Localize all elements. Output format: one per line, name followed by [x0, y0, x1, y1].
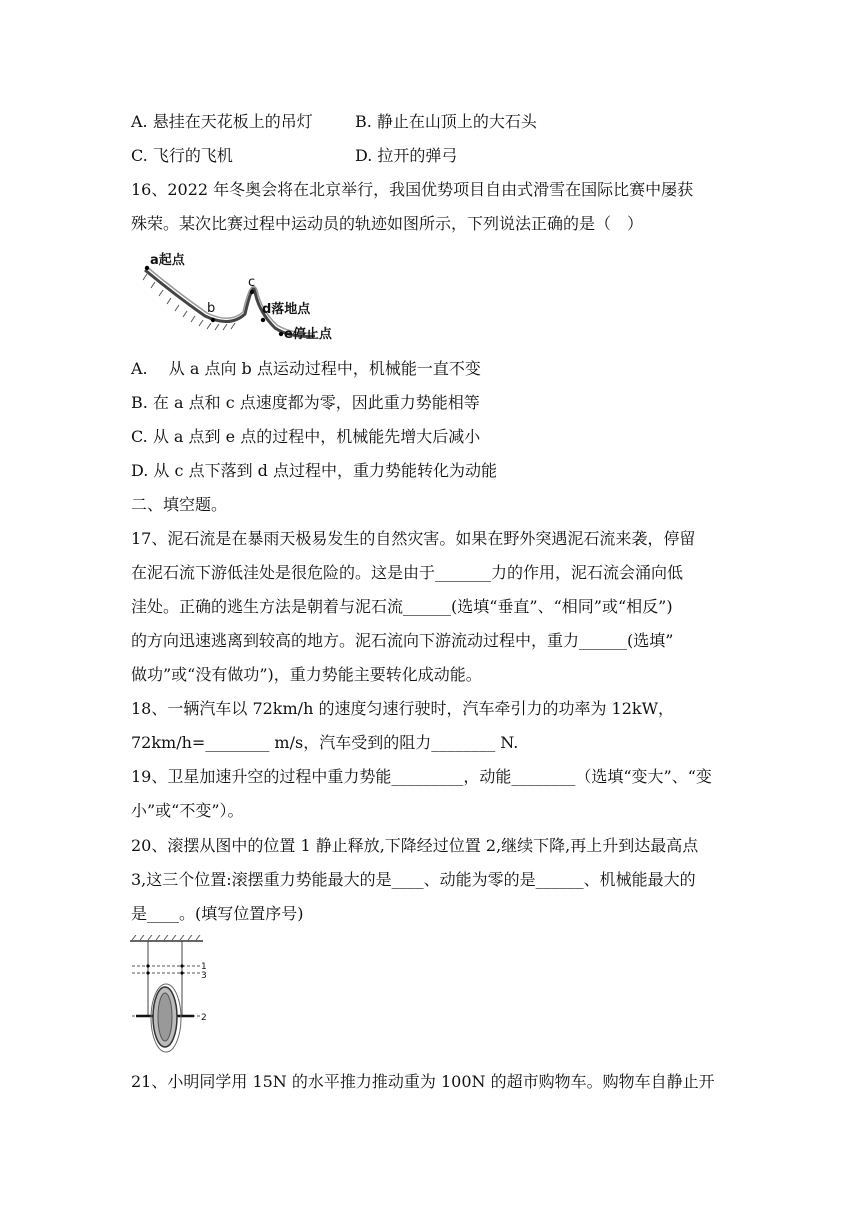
label-c: c [248, 275, 256, 290]
q20-line1: 20、滚摆从图中的位置 1 静止释放,下降经过位置 2,继续下降,再上升到达最高点 [131, 836, 699, 855]
q17-line2: 在泥石流下游低洼处是很危险的。这是由于_______力的作用，泥石流会涌向低 [131, 563, 684, 582]
q15-option-b: B. 静止在山顶上的大石头 [355, 112, 537, 131]
q16-option-d: D. 从 c 点下落到 d 点过程中，重力势能转化为动能 [131, 461, 497, 480]
point-d-dot [261, 318, 265, 322]
q15-option-d: D. 拉开的弹弓 [355, 146, 458, 165]
q20-line2: 3,这三个位置:滚摆重力势能最大的是____、动能为零的是______、机械能最大的 [131, 870, 696, 889]
q15-options-row-2 [131, 145, 458, 167]
q18-line1: 18、一辆汽车以 72km/h 的速度匀速行驶时，汽车牵引力的功率为 12kW， [131, 699, 675, 718]
q19-line2: 小”或“不变”）。 [131, 801, 244, 820]
label-b: b [207, 301, 216, 316]
position-label-2: 2 [201, 1013, 207, 1023]
q16-stem-line2: 殊荣。某次比赛过程中运动员的轨迹如图所示，下列说法正确的是（ ） [131, 214, 644, 233]
q17-line3: 洼处。正确的逃生方法是朝着与泥石流______(选填“垂直”、“相同”或“相反”) [131, 597, 673, 616]
label-a: a起点 [150, 253, 185, 268]
ski-trajectory-figure [135, 250, 350, 345]
q16-option-a: A. 从 a 点向 b 点运动过程中，机械能一直不变 [131, 359, 481, 378]
q17-line4: 的方向迅速逃离到较高的地方。泥石流向下游流动过程中，重力______(选填” [131, 631, 674, 650]
q15-option-a: A. 悬挂在天花板上的吊灯 [131, 112, 313, 131]
q17-line5: 做功”或“没有做功”)，重力势能主要转化成动能。 [131, 665, 482, 684]
q17-line1: 17、泥石流是在暴雨天极易发生的自然灾害。如果在野外突遇泥石流来袭，停留 [131, 529, 696, 548]
point-b-dot [211, 318, 215, 322]
q16-option-c: C. 从 a 点到 e 点的过程中，机械能先增大后减小 [131, 427, 481, 446]
section-heading: 二、填空题。 [131, 495, 228, 514]
label-e: e停止点 [284, 327, 332, 342]
label-d: d落地点 [262, 302, 311, 317]
q15-option-c: C. 飞行的飞机 [131, 146, 233, 165]
q15-options-row-1 [131, 111, 537, 133]
q21-line1: 21、小明同学用 15N 的水平推力推动重为 100N 的超市购物车。购物车自静止开 [131, 1072, 715, 1091]
position-label-1: 1 [201, 962, 207, 972]
q16-stem-line1: 16、2022 年冬奥会将在北京举行，我国优势项目自由式滑雪在国际比赛中屡获 [131, 180, 694, 199]
q16-option-b: B. 在 a 点和 c 点速度都为零，因此重力势能相等 [131, 393, 480, 412]
point-c-dot [250, 290, 254, 294]
q18-line2: 72km/h=________ m/s，汽车受到的阻力________ N. [131, 733, 519, 752]
maxwell-wheel-figure [128, 935, 218, 1055]
q19-line1: 19、卫星加速升空的过程中重力势能_________，动能________（选填“变大”、“变 [131, 767, 712, 786]
q20-line3: 是____。(填写位置序号) [131, 904, 304, 923]
point-e-dot [279, 332, 283, 336]
point-a-dot [145, 266, 149, 270]
position-label-3: 3 [201, 971, 207, 981]
